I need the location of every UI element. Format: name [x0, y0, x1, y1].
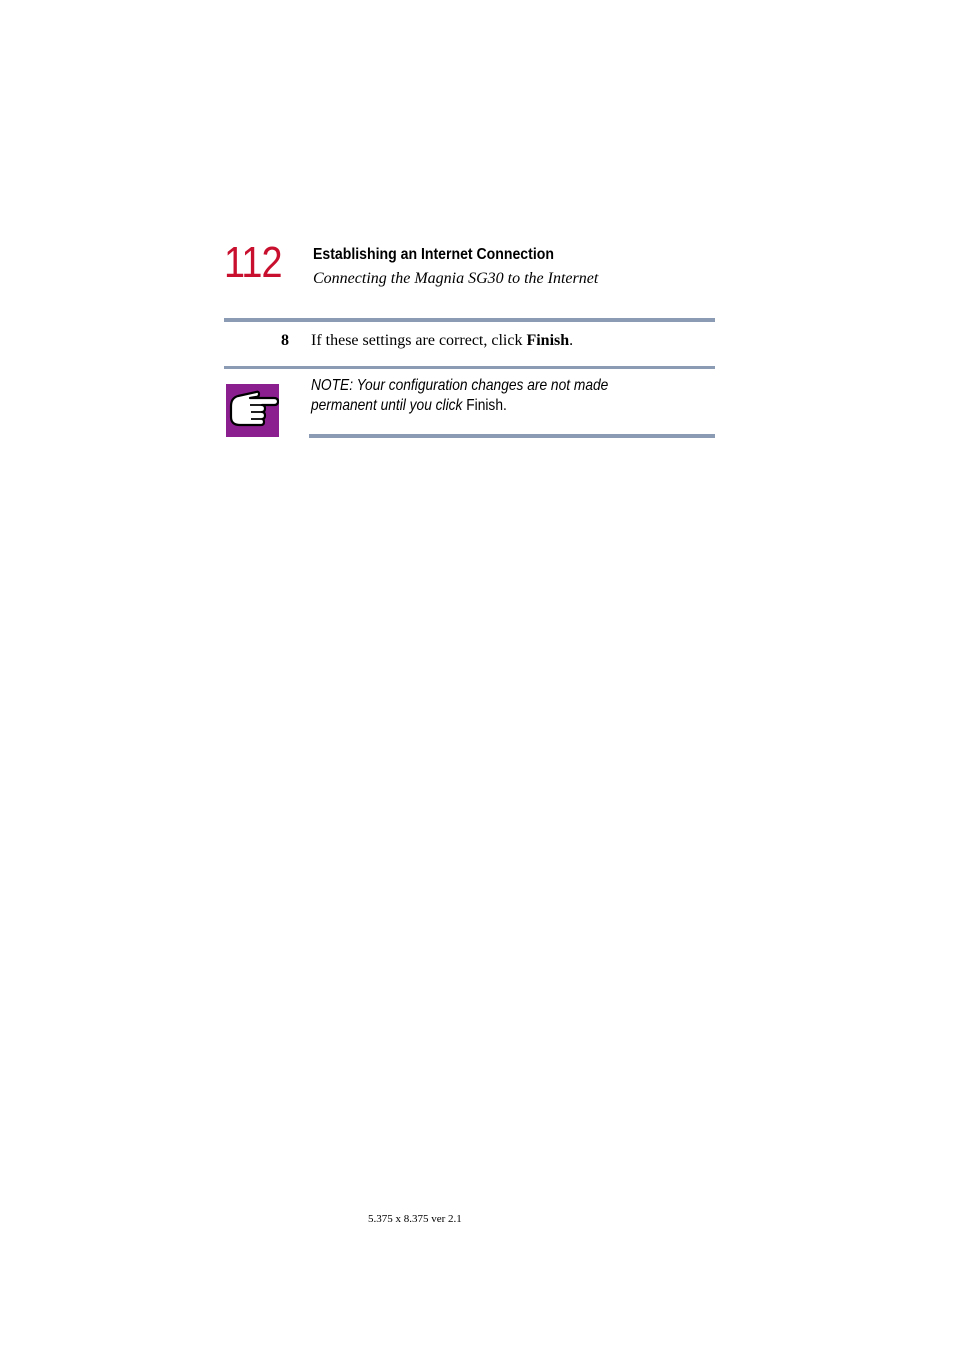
step-text-after: .: [569, 332, 574, 349]
section-title: Connecting the Magnia SG30 to the Internet: [313, 270, 599, 287]
note-text: [311, 376, 672, 416]
footer-version: 5.375 x 8.375 ver 2.1: [368, 1213, 462, 1225]
step-text-before: If these settings are correct, click: [311, 332, 527, 349]
top-rule: [224, 318, 715, 322]
bottom-rule: [309, 434, 715, 438]
step-text: [311, 331, 573, 351]
note-italic-text: NOTE: Your configuration changes are not made permanent until you click: [311, 377, 609, 414]
step-number: 8: [281, 332, 289, 349]
middle-rule: [224, 366, 715, 369]
page-number: 112: [224, 238, 282, 287]
chapter-title: Establishing an Internet Connection: [313, 246, 554, 263]
step-bold-word: Finish: [526, 332, 570, 349]
pointing-hand-icon: [226, 384, 279, 437]
note-plain-text: Finish.: [462, 397, 507, 414]
